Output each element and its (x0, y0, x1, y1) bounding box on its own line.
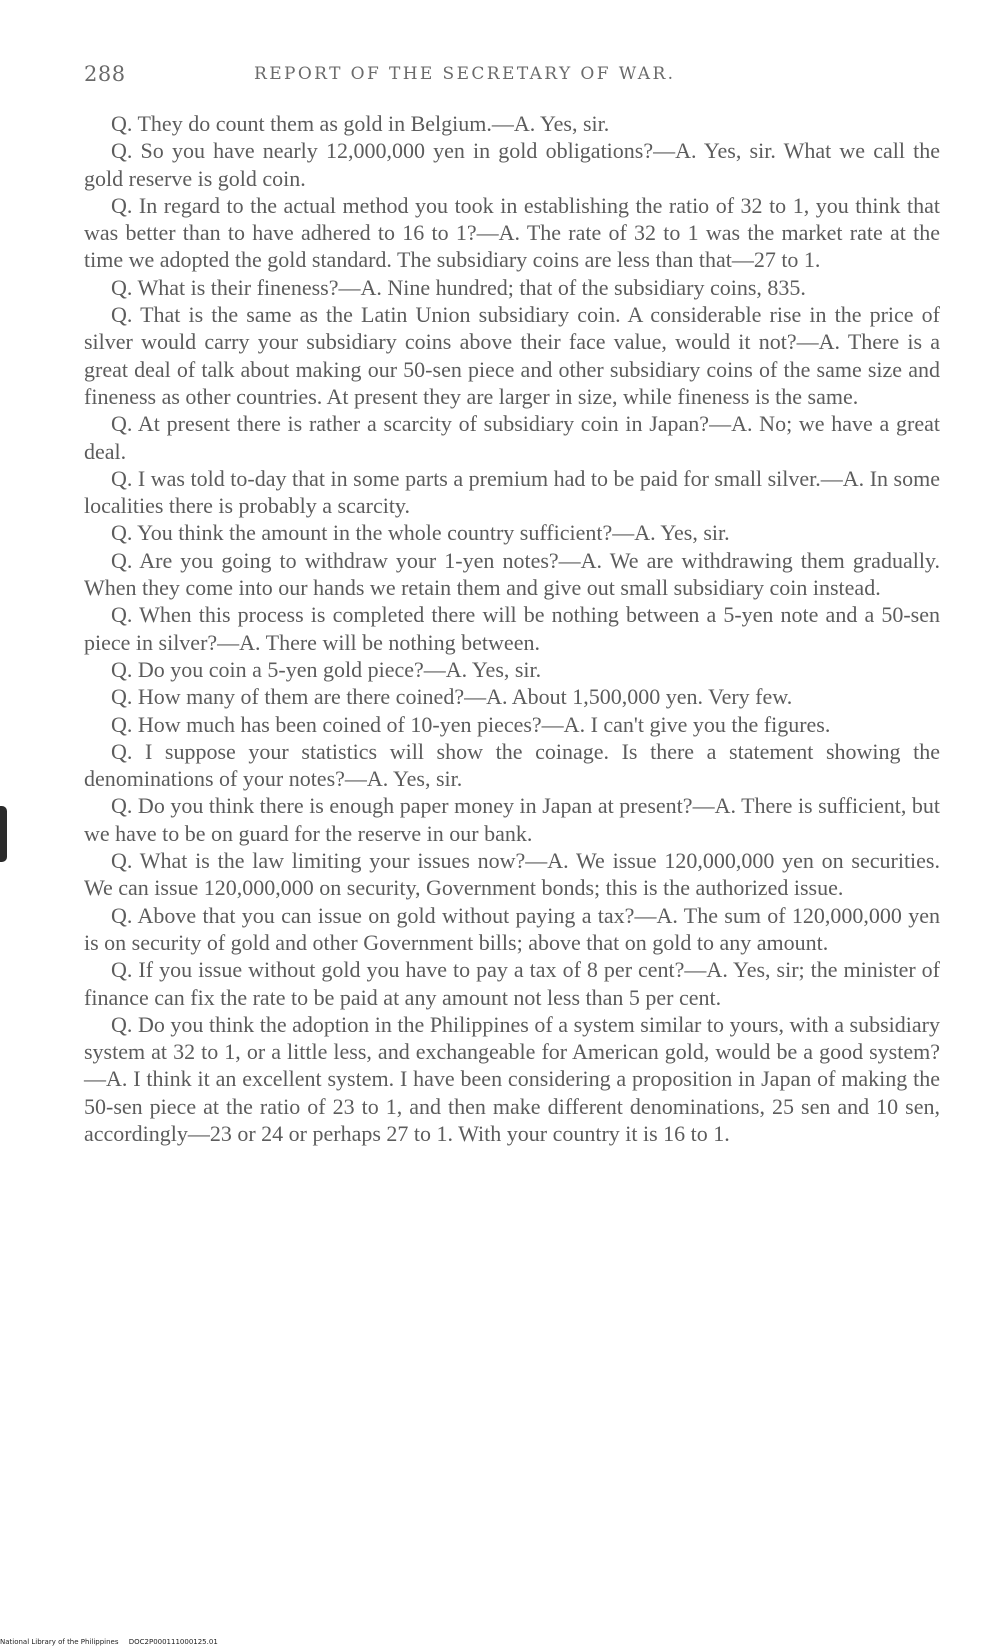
paragraph: Q. How much has been coined of 10-yen pieces?—A. I can't give you the figures. (111, 711, 831, 737)
paragraph: Q. In regard to the actual method you took in establishing the ratio of 32 to 1, you think that was better than to have adhered to 16 to 1?—A. The rate of 32 to 1 was the market rate at the time we adopted the gold standard. The subsidiary coins are less than that—27 to 1. (84, 192, 940, 273)
paragraph: Q. They do count them as gold in Belgium.—A. Yes, sir. (111, 111, 610, 136)
paragraph: Q. So you have nearly 12,000,000 yen in gold obligations?—A. Yes, sir. What we call the gold reserve is gold coin. (84, 138, 940, 191)
paragraph: Q. I suppose your statistics will show the coinage. Is there a statement showing the denominations of your notes?—A. Yes, sir. (84, 738, 940, 792)
page-number: 288 (84, 62, 126, 86)
binding-shadow-mark (0, 806, 7, 862)
scan-footer (0, 1635, 984, 1650)
body-text (84, 110, 940, 1147)
footer-source: National Library of the Philippines (0, 1638, 119, 1646)
paragraph: Q. If you issue without gold you have to pay a tax of 8 per cent?—A. Yes, sir; the minister of finance can fix the rate to be paid at any amount not less than 5 per cent. (84, 957, 940, 1010)
paragraph: Q. Do you coin a 5-yen gold piece?—A. Yes, sir. (111, 656, 542, 682)
paragraph: Q. That is the same as the Latin Union subsidiary coin. A considerable rise in the price of silver would carry your subsidiary coins above their face value, would it not?—A. There is a great deal of talk about making our 50-sen piece and other subsidiary coins of the same size and fineness as other countries. At present they are larger in size, while fineness is the same. (84, 302, 940, 409)
paragraph: Q. Do you think there is enough paper money in Japan at present?—A. There is sufficient, but we have to be on guard for the reserve in our bank. (84, 793, 940, 846)
paragraph: Q. Are you going to withdraw your 1-yen notes?—A. We are withdrawing them gradually. When they come into our hands we retain them and give out small subsidiary coin instead. (84, 547, 940, 601)
footer-identifier: DOC2P000111000125.01 (128, 1638, 218, 1646)
paragraph: Q. When this process is completed there will be nothing between a 5-yen note and a 50-sen piece in silver?—A. There will be nothing between. (84, 602, 940, 655)
paragraph: Q. What is their fineness?—A. Nine hundred; that of the subsidiary coins, 835. (111, 274, 806, 300)
paragraph: Q. You think the amount in the whole country sufficient?—A. Yes, sir. (111, 520, 730, 546)
paragraph: Q. Above that you can issue on gold without paying a tax?—A. The sum of 120,000,000 yen is on security of gold and other Government bills; above that on gold to any amount. (84, 902, 940, 955)
paragraph: Q. How many of them are there coined?—A. About 1,500,000 yen. Very few. (111, 684, 793, 710)
page-header (84, 62, 940, 92)
paragraph: Q. At present there is rather a scarcity of subsidiary coin in Japan?—A. No; we have a great deal. (84, 411, 940, 464)
paragraph: Q. What is the law limiting your issues now?—A. We issue 120,000,000 yen on securities. We can issue 120,000,000 on security, Government bonds; this is the authorized issue. (84, 848, 940, 901)
paragraph: Q. I was told to-day that in some parts a premium had to be paid for small silver.—A. In some localities there is probably a scarcity. (84, 465, 940, 519)
running-head: REPORT OF THE SECRETARY OF WAR. (254, 64, 676, 84)
paragraph: Q. Do you think the adoption in the Philippines of a system similar to yours, with a subsidiary system at 32 to 1, or a little less, and exchangeable for American gold, would be a good system?—A. I think it an excellent system. I have been considering a proposition in Japan of making the 50-sen piece at the ratio of 23 to 1, and then make different denominations, 25 sen and 10 sen, accordingly—23 or 24 or perhaps 27 to 1. With your country it is 16 to 1. (84, 1011, 940, 1146)
